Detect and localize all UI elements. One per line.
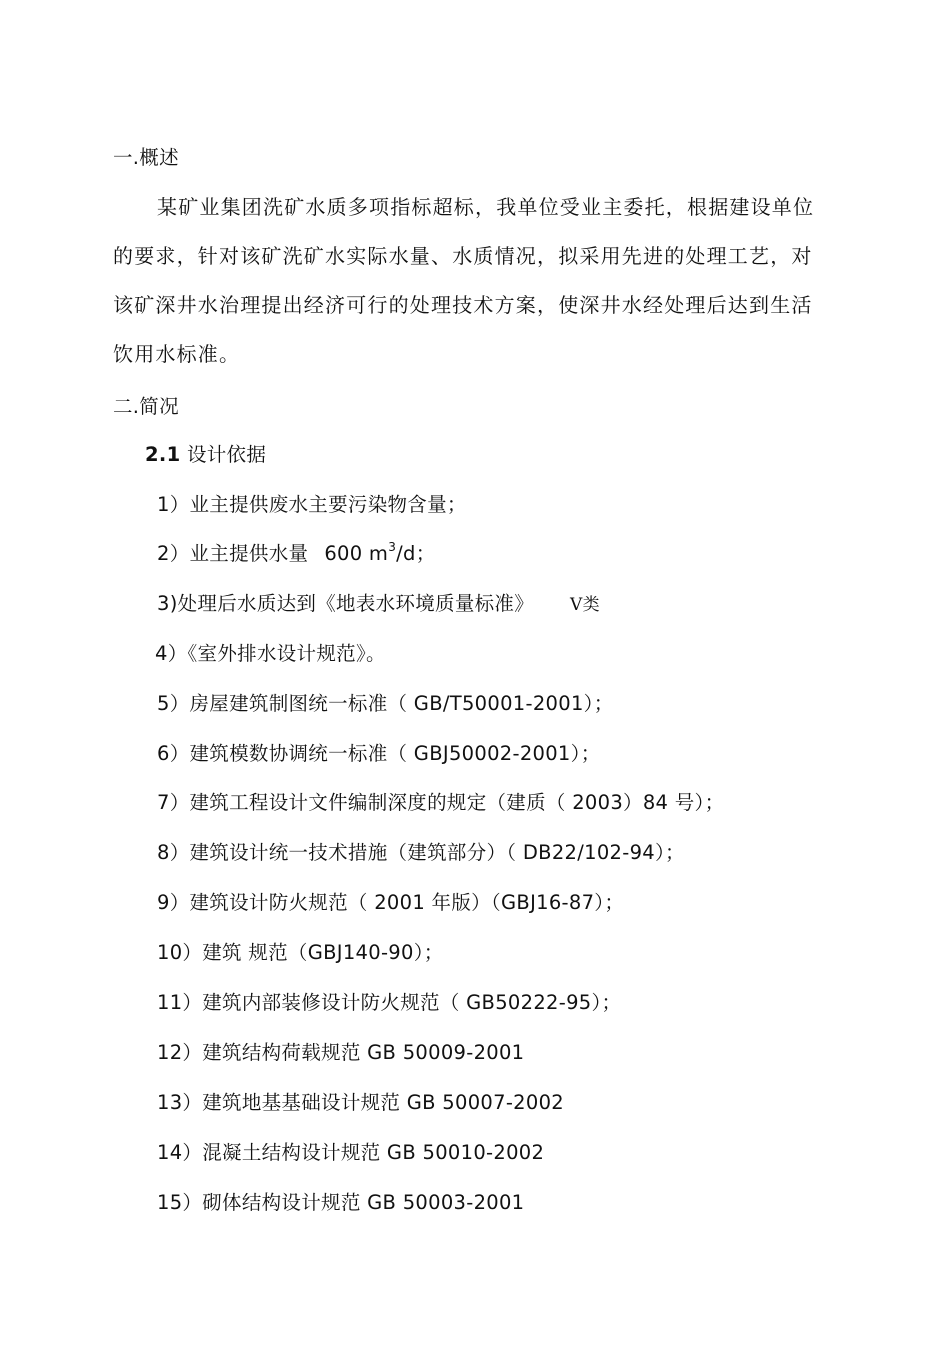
- list-item: 11）建筑内部装修设计防火规范（ GB50222-95）；: [157, 991, 622, 1014]
- list-item: 10）建筑 规范（GBJ140-90）；: [157, 941, 444, 964]
- paragraph-line-3: 该矿深井水治理提出经济可行的处理技术方案，使深井水经处理后达到生活: [113, 293, 813, 317]
- subsection-title: 设计依据: [186, 443, 267, 466]
- list-item-superscript: 3: [388, 539, 397, 554]
- list-item: 8）建筑设计统一技术措施（建筑部分）（ DB22/102-94）；: [157, 841, 685, 864]
- list-item: 7）建筑工程设计文件编制深度的规定（建质（ 2003）84 号）；: [157, 791, 725, 814]
- paragraph-line-4: 饮用水标准。: [113, 342, 241, 366]
- list-item: 13）建筑地基基础设计规范 GB 50007-2002: [157, 1091, 564, 1114]
- subsection-number: 2.1: [145, 443, 181, 466]
- subsection-heading: [145, 442, 266, 468]
- list-item-text: 3)处理后水质达到《地表水环境质量标准》: [157, 592, 535, 615]
- list-item: [157, 591, 600, 618]
- list-item-text: 2）业主提供水量: [157, 542, 309, 565]
- paragraph-line-1: 某矿业集团洗矿水质多项指标超标，我单位受业主委托，根据建设单位: [157, 195, 815, 219]
- list-item: 4）《室外排水设计规范》。: [155, 642, 386, 665]
- list-item: 9）建筑设计防火规范（ 2001 年版）（GBJ16-87）；: [157, 891, 625, 914]
- list-item: 12）建筑结构荷载规范 GB 50009-2001: [157, 1041, 525, 1064]
- list-item: 6）建筑模数协调统一标准（ GBJ50002-2001）；: [157, 742, 601, 765]
- list-item: 15）砌体结构设计规范 GB 50003-2001: [157, 1191, 525, 1214]
- list-item-class: V类: [570, 595, 600, 615]
- list-item-quantity: 600 m: [324, 542, 389, 565]
- section-2-heading: 二.简况: [113, 395, 179, 418]
- section-1-heading: 一.概述: [113, 146, 179, 169]
- list-item: 5）房屋建筑制图统一标准（ GB/T50001-2001）；: [157, 692, 614, 715]
- list-item-unit: /d；: [396, 542, 436, 565]
- paragraph-line-2: 的要求，针对该矿洗矿水实际水量、水质情况，拟采用先进的处理工艺，对: [113, 244, 813, 268]
- list-item: [157, 541, 436, 567]
- list-item: 14）混凝土结构设计规范 GB 50010-2002: [157, 1141, 545, 1164]
- list-item: 1）业主提供废水主要污染物含量；: [157, 493, 467, 516]
